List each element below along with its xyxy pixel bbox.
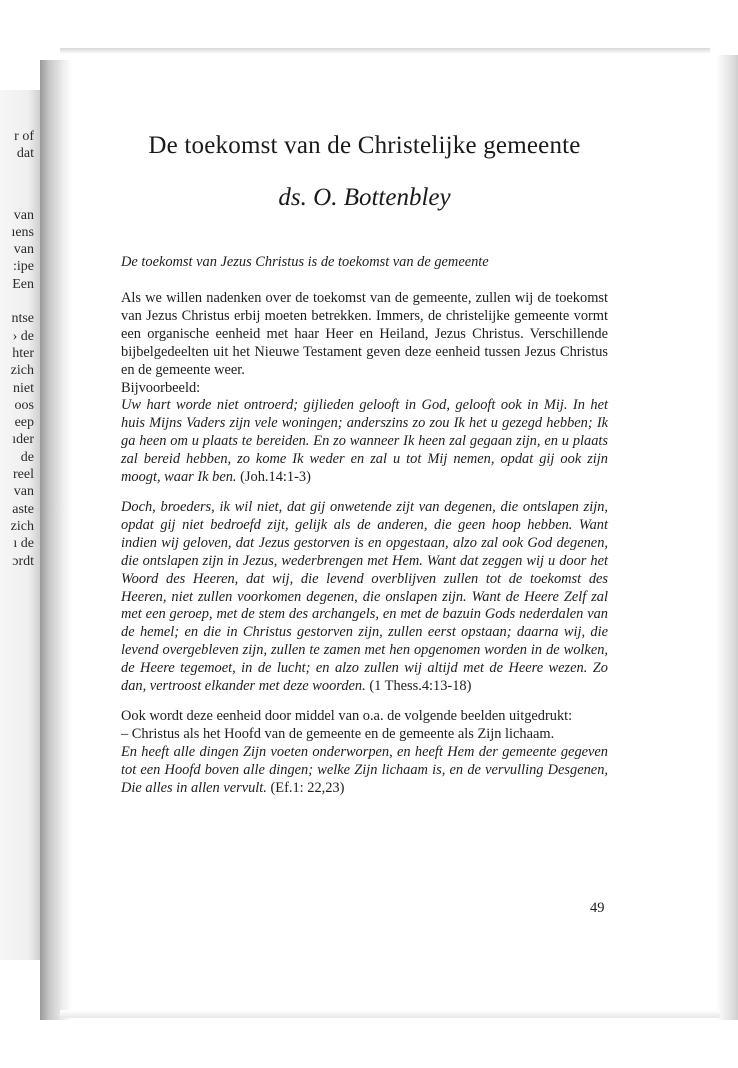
- facing-line: oos: [14, 397, 34, 413]
- facing-line: › de: [12, 328, 34, 344]
- facing-line: niet: [13, 380, 34, 396]
- facing-line: reel: [13, 467, 34, 483]
- paragraph: Ook wordt deze eenheid door middel van o.a. de volgende beelden uitgedrukt:: [121, 707, 573, 724]
- facing-line: Een: [12, 276, 34, 292]
- article-subheading: De toekomst van Jezus Christus is de toekomst van de gemeente: [121, 254, 489, 270]
- facing-line: hter: [12, 345, 34, 361]
- quote-text: En heeft alle dingen Zijn voeten onderworpen, en heeft Hem der gemeente gegeven tot een Hoofd boven alle dingen; welke Zijn lichaam is, en de vervulling Desgenen, Die alles in allen vervult.: [121, 743, 608, 796]
- book-gutter-shadow: [40, 60, 72, 1020]
- facing-line: r of: [14, 129, 34, 144]
- page-right-edge-shadow: [716, 55, 738, 1020]
- facing-line: ntse: [11, 311, 34, 327]
- quote-reference: (Joh.14:1-3): [240, 469, 311, 486]
- quote-reference: (1 Thess.4:13-18): [369, 678, 472, 695]
- facing-line: aste: [12, 501, 34, 517]
- facing-line: ı de: [13, 536, 34, 552]
- bullet-item: – Christus als het Hoofd van de gemeente en de gemeente als Zijn lichaam.: [121, 725, 555, 742]
- facing-line: ıder: [12, 432, 34, 448]
- paragraph: Als we willen nadenken over de toekomst van de gemeente, zullen wij de toekomst van Jezus Christus erbij moeten betrekken. Immers, de christelijke gemeente vormt een organische eenheid met haar Heer en Heiland, Jezus Christus. Verschillende bijbelgedeelten uit het Nieuwe Testament geven deze eenheid tussen Jezus Christus en de gemeente weer.: [121, 290, 608, 378]
- example-label: Bijvoorbeeld:: [121, 379, 201, 396]
- article-body: [121, 290, 608, 797]
- scripture-quote: [121, 499, 608, 696]
- facing-line: ıens: [11, 224, 34, 240]
- page-number: 49: [590, 900, 605, 916]
- quote-text: Doch, broeders, ik wil niet, dat gij onwetende zijt van degenen, die ontslapen zijn, opdat gij niet bedroefd zijt, gelijk als de anderen, die geen hoop hebben. Want indien wij geloven, dat Jezus gestorven is en opgestaan, alzo zal ook God degenen, die ontslapen zijn in Jezus, wederbrengen met Hem. Want dat zeggen wij u door het Woord des Heeren, dat wij, die levend overblijven zullen tot de toekomst des Heeren, niet zullen voorkomen degenen, die onslapen zijn. Want de Heere Zelf zal met een geroep, met de stem des archangels, en met de bazuin Gods nederdalen van de hemel; en die in Christus gestorven zijn, zullen eerst opstaan; daarna wij, die levend overgebleven zijn, zullen te zamen met hen opgenomen worden in de wolken, de Heere tegemoet, in de lucht; en alzo zullen wij altijd met de Heere wezen. Zo dan, vertroost elkander met deze woorden.: [121, 498, 608, 695]
- article-author: ds. O. Bottenbley: [278, 184, 451, 211]
- page-bottom-edge: [60, 1010, 720, 1018]
- facing-line: zich: [10, 363, 34, 379]
- quote-reference: (Ef.1: 22,23): [270, 779, 345, 796]
- facing-line: ɔrdt: [12, 553, 34, 569]
- facing-line: eep: [14, 415, 34, 431]
- facing-line: de: [20, 449, 34, 465]
- scripture-quote: [121, 744, 608, 798]
- facing-line: van: [13, 242, 34, 258]
- article-title: De toekomst van de Christelijke gemeente: [148, 132, 581, 159]
- quote-text: Uw hart worde niet ontroerd; gijlieden gelooft in God, gelooft ook in Mij. In het huis Mijns Vaders zijn vele woningen; anderszins zo zou Ik het u gezegd hebben; Ik ga heen om u plaats te bereiden. En zo wanneer Ik heen zal gegaan zijn, en u plaats zal bereid hebben, zo kome Ik weder en zal u tot Mij nemen, opdat gij ook zijn moogt, waar Ik ben.: [121, 397, 608, 486]
- scripture-quote: [121, 397, 608, 487]
- facing-line: dat: [16, 146, 34, 162]
- facing-line: zich: [10, 518, 34, 534]
- facing-line: van: [13, 207, 34, 223]
- page-top-edge: [60, 48, 710, 54]
- facing-line: [0, 293, 34, 310]
- facing-page-text: [0, 128, 34, 570]
- facing-line: van: [13, 484, 34, 500]
- facing-line: :ipe: [13, 259, 34, 275]
